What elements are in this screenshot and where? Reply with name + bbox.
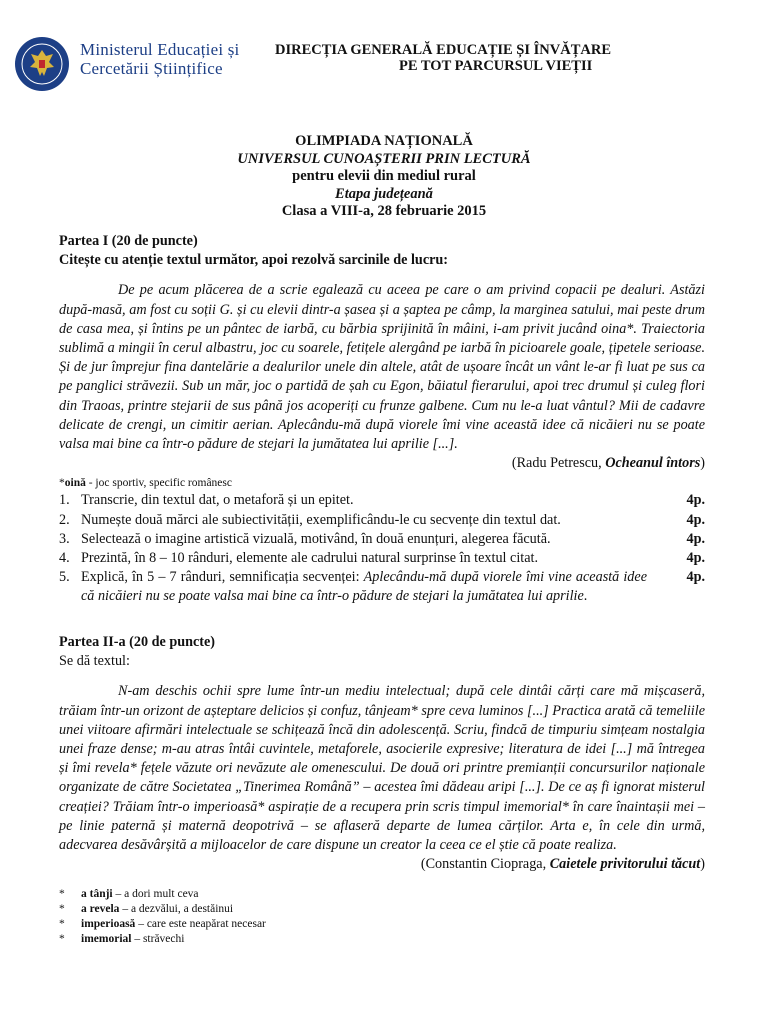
part-1: [59, 232, 705, 607]
ministry-line-2: Cercetării Științifice: [80, 59, 223, 78]
title-line-4: Etapa județeană: [335, 185, 433, 202]
title-line-1: OLIMPIADA NAȚIONALĂ: [295, 133, 473, 149]
part-2-intro: Se dă textul:: [59, 653, 130, 670]
olympiad-title: [0, 133, 768, 221]
title-line-3: pentru elevii din mediul rural: [292, 168, 476, 184]
ministry-line-1: Ministerul Educației și: [80, 40, 240, 59]
task-item: 1. Transcrie, din textul dat, o metaforă și un epitet. 4p.: [59, 492, 705, 509]
footnote-item: * a tânji – a dori mult ceva: [59, 888, 199, 901]
part-1-source: (Radu Petrescu, Ocheanul întors): [511, 455, 705, 472]
task-item: 4. Prezintă, în 8 – 10 rânduri, elemente ale cadrului natural surprinse în textul citat. 4p.: [59, 550, 705, 567]
directorate-title: [275, 42, 611, 74]
task-item: 5. Explică, în 5 – 7 rânduri, semnificația secvenței: Aplecându-mă după viorele îmi vine această idee că nicăieri nu se poate valsa mai bine ca într-o pădure de stejari la jumătatea lui aprilie. 4p.: [59, 569, 705, 605]
part-1-text: De pe acum plăcerea de a scrie egalează cu aceea pe care o am privind copacii pe dealuri. Astăzi după-masă, am fost cu soții G. și cu elevii dintr-a șasea și a șaptea pe câmp, la marginea satului, mai peste drum de casa mea, și întins pe un pântec de iarbă, cu bărbia sprijinită în mâini, i-am privit jucând oina*. Traiectoria sublimă a mingii în cerul albastru, joc cu soarele, fetițele alergând pe iarbă în picioarele goale, țipetele serioase. Și de jur împrejur fina dantelărie a dealurilor unele din altele, atât de ușoare încât un vânt le-ar fi luat pe sus ca pe panglici străvezii. Sub un măr, joc o partidă de șah cu Egon, băiatul fierarului, apoi trec drumul și culeg flori din Traoas, printre stejarii de sus până jos acoperiți cu frunze galbene. Cum nu le-a luat vântul? Mii de cadavre delicate de crengi, un cimitir aerian. Aplecându-mă după viorele îmi vine această idee că nicăieri nu se poate valsa mai bine ca într-o pădure de stejari la jumătatea lui aprilie [...].: [59, 282, 705, 453]
task-item: 3. Selectează o imagine artistică vizuală, motivând, în două enunțuri, alegerea făcută. 4p.: [59, 530, 705, 547]
part-1-source-title: Ocheanul întors: [605, 455, 701, 472]
part-1-footnote: *oină - joc sportiv, specific românesc: [59, 477, 232, 490]
task-item: 2. Numește două mărci ale subiectivității, exemplificându-le cu secvențe din textul dat. 4p.: [59, 511, 705, 528]
part-2-heading: Partea II-a (20 de puncte): [59, 634, 216, 650]
footnote-item: * imperioasă – care este neapărat necesar: [59, 918, 266, 931]
title-line-2: UNIVERSUL CUNOAȘTERII PRIN LECTURĂ: [237, 150, 531, 167]
title-line-5: Clasa a VIII-a, 28 februarie 2015: [281, 203, 487, 219]
ministry-name: [80, 40, 239, 78]
part-2-text: N-am deschis ochii spre lume într-un mediu intelectual; după cele dintâi cărți care mă mișcaseră, trăiam într-un orizont de așteptare delicios și confuz, tânjeam* spre ceva luminos [...] Practica arată că temeliile unei viitoare afirmări intelectuale se schițează încă din adolescență. Scriu, findcă de timpuriu simțeam nostalgia unei fraze dense; m-au atras întâi cuvintele, metaforele, asocierile expresive; literatura de idei [...] mă întregea și îmi revela* fețele văzute ori nevăzute ale omenescului. De două ori printre premianții concursurilor naționale organizate de către Societatea „Tinerimea Română” – acestea îmi dădeau aripi [...]. De ce aș fi ignorat misterul creației? Trăiam într-o imperioasă* aspirație de a recupera prin scris timpul imemorial* în care înaintașii mei – pe linie paternă și maternă deopotrivă – se aflaseră departe de lumea cărților. Arta e, în cele din urmă, adecvarea desăvârșită a mijloacelor de care dispune un creator la ceea ce el știe că poate realiza.: [59, 683, 705, 854]
directorate-line-2: PE TOT PARCURSUL VIEȚII: [399, 58, 593, 74]
part-2-source: (Constantin Ciopraga, Caietele privitorului tăcut): [420, 856, 705, 873]
part-1-instruction: Citește cu atenție textul următor, apoi rezolvă sarcinile de lucru:: [59, 252, 449, 269]
footnote-item: * a revela – a dezvălui, a destăinui: [59, 903, 234, 916]
part-2: [59, 633, 705, 947]
task-list: [59, 491, 705, 606]
government-seal-logo: [14, 36, 70, 92]
directorate-line-1: DIRECȚIA GENERALĂ EDUCAȚIE ȘI ÎNVĂȚARE: [275, 42, 611, 58]
part-1-heading: Partea I (20 de puncte): [59, 233, 198, 249]
part-2-source-title: Caietele privitorului tăcut: [549, 856, 701, 873]
footnote-item: * imemorial – străvechi: [59, 933, 185, 946]
part-2-footnotes: [59, 887, 705, 947]
